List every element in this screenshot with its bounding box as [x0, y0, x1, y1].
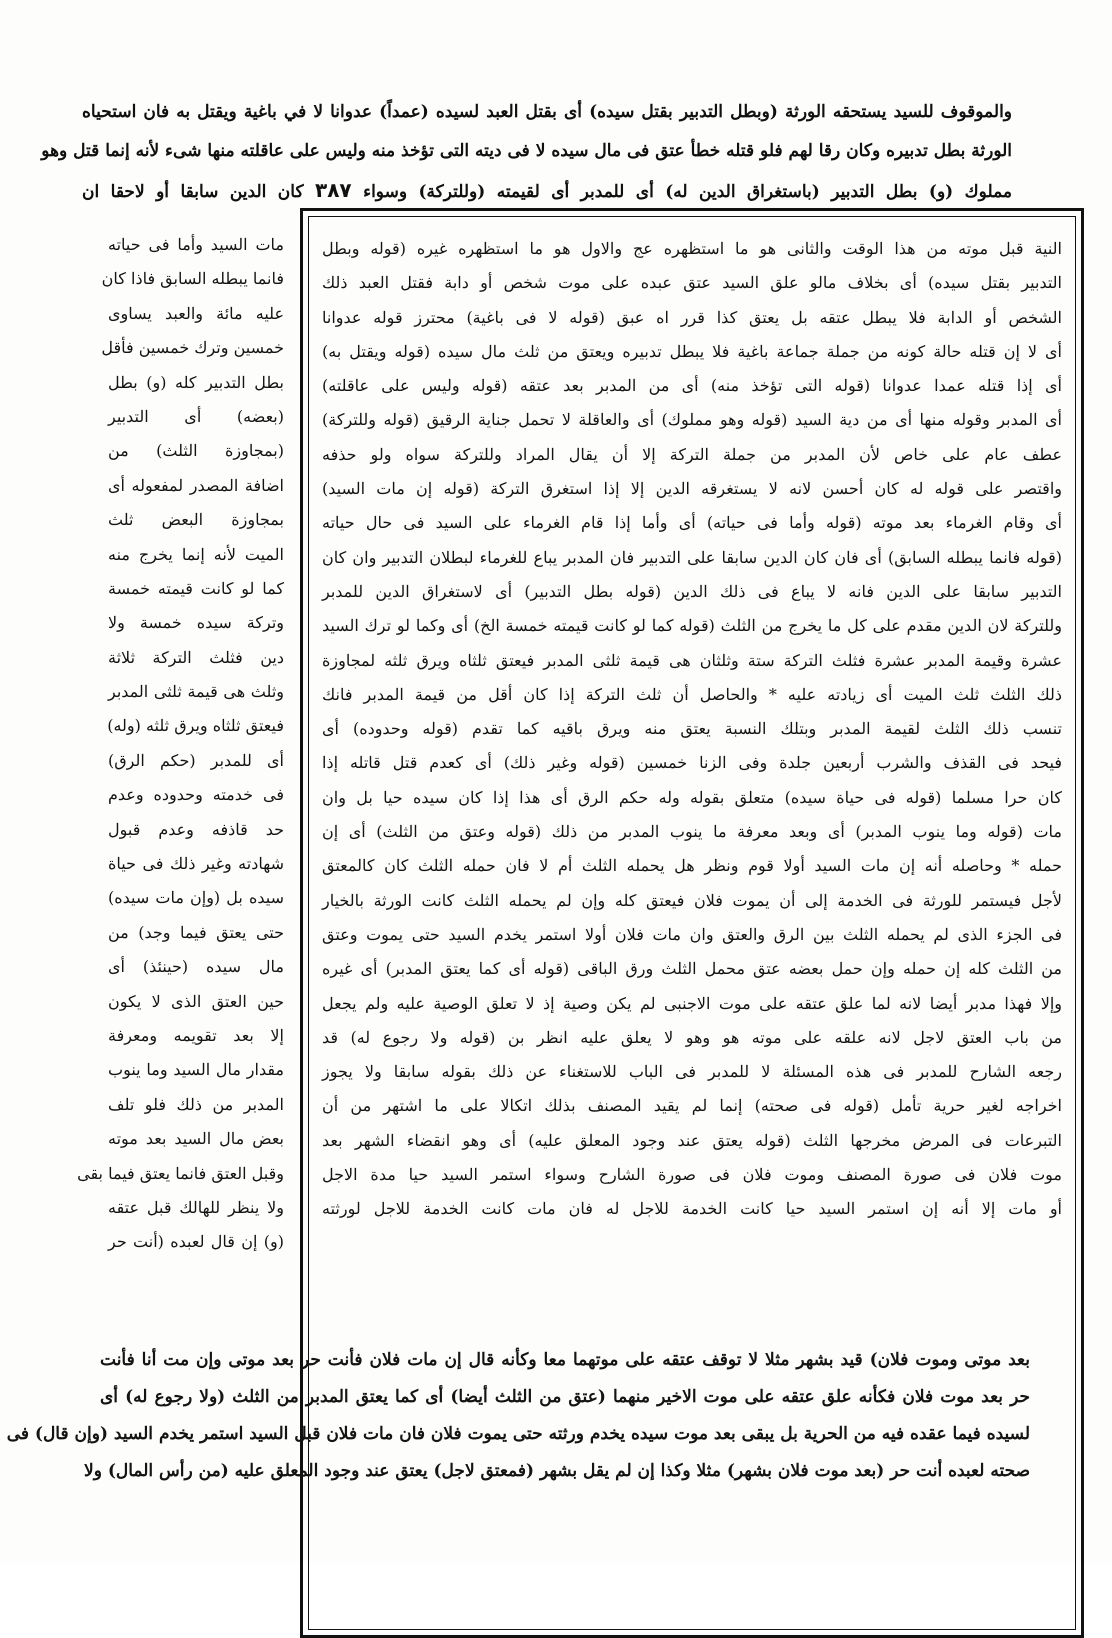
page-number: ٣٨٧ [315, 178, 352, 202]
commentary-line: عطف عام على خاص لأن المدبر من جملة التركة إلا أن يقال المراد وللتركة سواه ولو حذفه [322, 444, 1062, 464]
side-column-line: بطل التدبير كله (و) بطل [108, 372, 284, 392]
commentary-line: (قوله فانما يبطله السابق) أى فان كان الدين سابقا على التدبير فان المدبر يباع للغرماء لبطلان التدبير وان كان [322, 547, 1062, 567]
commentary-line: رجعه الشارح للمدبر فى هذه المسئلة لا للمدبر فى الباب للاستغناء عن ذلك بقوله سابقا ولا يجوز [322, 1062, 1062, 1082]
commentary-line: تنسب ذلك الثلث لقيمة المدبر وبتلك النسبة يعتق منه ويرق باقيه كما تقدم (قوله وحدوده) أى [322, 719, 1062, 739]
commentary-block [322, 232, 1062, 1227]
side-column-line: كما لو كانت قيمته خمسة [108, 578, 284, 598]
side-column-line: (بعضه) أى التدبير [108, 406, 284, 426]
commentary-line: وللتركة لان الدين مقدم على كل ما يخرج من الثلث (قوله كما لو كانت قيمته خمسة الخ) أى وكما لو ترك السيد [322, 616, 1062, 636]
header-line-3-start: مملوك (و) بطل التدبير (باستغراق الدين له) أى للمدبر أى لقيمته (وللتركة) وسواء [363, 182, 1013, 202]
side-column-line: بعض مال السيد بعد موته [108, 1129, 284, 1149]
side-column-line: أى للمدبر (حكم الرق) [108, 750, 284, 770]
commentary-line: فيحد فى القذف والشرب أربعين جلدة وفى الزنا خمسين (قوله وغير ذلك) أى كعدم قتل قاتله إذا [322, 753, 1062, 773]
side-column-line: حتى يعتق فيما وجد) من [108, 922, 284, 942]
header-line-1: والموقوف للسيد يستحقه الورثة (وبطل التدبير بقتل سيده) أى بقتل العبد لسيده (عمداً) عدوانا لا في باغية ويقتل به فان استحياه [82, 102, 1012, 122]
commentary-line: وإلا فهذا مدبر أيضا لانه لما علق عتقه على موت الاجنبى لم يكن وصية إذ لا تعلق الوصية عليه ولم يجعل [322, 993, 1062, 1013]
side-column-line: فى خدمته وحدوده وعدم [108, 785, 284, 805]
side-column-line: (و) إن قال لعبده (أنت حر [108, 1232, 284, 1252]
commentary-line: الشخص أو الدابة فلا يبطل عتقه بل يعتق كذا قرر اه عبق (قوله لا فى باغية) محترز قوله عدوانا [322, 307, 1062, 327]
commentary-line: التدبير بقتل سيده) أى بخلاف مالو علق السيد عتق عبده على موت شخص أو دابة فقتل العبد ذلك [322, 273, 1063, 293]
commentary-line: التبرعات فى المرض مخرجها الثلث (قوله يعتق عند وجود المعلق عليه) أى وهو انقضاء الشهر بعد [322, 1130, 1063, 1150]
side-column-line: مال سيده (حينئذ) أى [108, 957, 284, 977]
commentary-line: واقتصر على قوله له كان أحسن لانه لا يستغرقه الدين إلا إذا استغرق التركة (قوله إن مات السيد) [322, 479, 1062, 499]
side-column-line: إلا بعد تقويمه ومعرفة [108, 1025, 284, 1045]
main-text-line: صحته لعبده أنت حر (بعد موت فلان بشهر) مثلا وكذا إن لم يقل بشهر (فمعتق لاجل) يعتق عند وجود المعلق عليه (من رأس المال) ولا [84, 1461, 1030, 1481]
side-column-line: خمسين وترك خمسين فأقل [101, 338, 284, 358]
main-text-line: لسيده فيما عقده فيه من الحرية بل يبقى بعد موت سيده يخدم ورثته حتى يموت فلان فان مات فلان قبل السيد استمر يخدم السيد (وإن قال) فى [6, 1424, 1030, 1444]
side-column-line: المدبر من ذلك فلو تلف [108, 1094, 284, 1114]
side-column-line: شهادته وغير ذلك فى حياة [108, 854, 284, 874]
side-column-line: حين العتق الذى لا يكون [108, 991, 284, 1011]
header-line-3 [82, 180, 1012, 202]
commentary-line: أى وقام الغرماء بعد موته (قوله وأما فى حياته) أى وأما إذا قام الغرماء على السيد فى حال حياته [322, 513, 1062, 533]
side-column-line: حد قاذفه وعدم قبول [108, 819, 284, 839]
main-text-line: حر بعد موت فلان فكأنه علق عتقه على موت الاخير منهما (عتق من الثلث أيضا) أى كما يعتق المدبر من الثلث (ولا رجوع له) أى [100, 1387, 1030, 1407]
commentary-line: عشرة وقيمة المدبر عشرة فثلث التركة ستة وثلثان هى قيمة ثلثى المدبر فيعتق ثلثاه ويرق ثلثه لمجاوزة [322, 650, 1062, 670]
side-column-line: بمجاوزة البعض ثلث [108, 510, 284, 530]
commentary-line: ذلك الثلث ثلث الميت أى زيادته عليه * والحاصل أن ثلث التركة إذا كان أقل من قيمة المدبر فانك [322, 684, 1062, 704]
side-column-line: مقدار مال السيد وما ينوب [108, 1060, 284, 1080]
side-column-line: فيعتق ثلثاه ويرق ثلثه (وله) [107, 716, 284, 736]
side-column-line: ولا ينظر للهالك قبل عتقه [108, 1197, 284, 1217]
commentary-line: من باب العتق لاجل لانه علقه على موته هو وهو لا يعلق عليه انظر بن (قوله ولا رجوع له) قد [322, 1027, 1062, 1047]
main-text-bottom [6, 1342, 1030, 1490]
commentary-line: لأجل فيستمر للورثة فى الخدمة إلى أن يموت فلان فيعتق كله وإن لم يحمله الثلث كانت الورثة بالخيار [322, 890, 1062, 910]
side-column-line: اضافة المصدر لمفعوله أى [108, 475, 284, 495]
side-column-line: سيده بل (وإن مات سيده) [108, 888, 284, 908]
side-column-line: فانما يبطله السابق فاذا كان [101, 269, 284, 289]
side-column-line: وثلث هى قيمة ثلثى المدبر [108, 682, 284, 702]
commentary-line: أو مات إلا أنه إن استمر السيد حيا كانت الخدمة للاجل له فان مات كانت الخدمة للاجل لورثته [322, 1199, 1063, 1219]
header-line-3-end: كان الدين سابقا أو لاحقا ان [82, 182, 304, 202]
commentary-line: النية قبل موته من هذا الوقت والثانى هو ما استظهره عج والاول هو ما استظهره غيره (قوله وبطل [322, 239, 1062, 258]
side-column-line: وقبل العتق فانما يعتق فيما بقى [77, 1163, 284, 1183]
commentary-line: اخراجه لغير حرية تأمل (قوله فى صحته) إنما لم يقيد المصنف بذلك اتكالا على ما اشتهر من أن [322, 1096, 1063, 1116]
side-column-line: عليه مائة والعبد يساوى [108, 303, 284, 323]
commentary-line: كان حرا مسلما (قوله فى حياة سيده) متعلق بقوله وله حكم الرق أى هذا إذا كان سيده حيا بل وان [322, 787, 1062, 807]
commentary-line: التدبير سابقا على الدين فانه لا يباع فى ذلك الدين (قوله بطل التدبير) أى لاستغراق الدين للمدبر [322, 581, 1062, 601]
commentary-line: مات (قوله وما ينوب المدبر) أى وبعد معرفة ما ينوب المدبر من ذلك (قوله وعتق من الثلث) أى إن [322, 822, 1063, 842]
commentary-line: حمله * وحاصله أنه إن مات السيد أولا قوم ونظر هل يحمله الثلث أم لا فان حمله الثلث كان كالمعتق [322, 856, 1063, 876]
commentary-line: أى إذا قتله عمدا عدوانا (قوله التى تؤخذ منه) أى من المدبر بعد عتقه (قوله وليس على عاقلته) [322, 376, 1062, 396]
main-text-line: بعد موتى وموت فلان) قيد بشهر مثلا لا توقف عتقه على موتهما معا وكأنه قال إن مات فلان فأنت حر بعد موتى وإن مت أنا فأنت [100, 1350, 1030, 1370]
side-column-line: (بمجاوزة الثلث) من [108, 441, 284, 461]
commentary-line: موت فلان فى صورة المصنف وموت فلان فى صورة الشارح وسواء استمر السيد حيا مدة الاجل [322, 1165, 1062, 1185]
commentary-line: أى المدبر وقوله منها أى من دية السيد (قوله وهو مملوك) أى والعاقلة لا تحمل جناية الرقيق (قوله وللتركة) [322, 410, 1062, 430]
side-column-line: دين فثلث التركة ثلاثة [108, 647, 284, 667]
commentary-line: أى لا إن قتله حالة كونه من جملة جماعة باغية فلا يبطل تدبيره ويعتق من ثلث مال سيده (قوله ويقتل به) [322, 341, 1062, 361]
side-column [77, 228, 284, 1260]
side-column-line: الميت لأنه إنما يخرج منه [108, 544, 284, 564]
commentary-line: فى الجزء الذى لم يحمله الثلث بين الرق والعتق وان مات فلان أولا استمر يخدم السيد حتى يموت وعتق [322, 924, 1063, 944]
side-column-line: مات السيد وأما فى حياته [108, 235, 284, 254]
side-column-line: وتركة سيده خمسة ولا [108, 613, 284, 633]
header-line-2: الورثة بطل تدبيره وكان رقا لهم فلو قتله خطأ عتق فى مال سيده لا فى ديته التى تؤخذ منه وليس على عاقلته منها شىء لأنه إنما قتل وهو [41, 141, 1012, 161]
commentary-line: من الثلث كله إن حمله وإن حمل بعضه عتق محمل الثلث ورق الباقى (قوله أى كما يعتق المدبر) أى غيره [322, 959, 1062, 979]
